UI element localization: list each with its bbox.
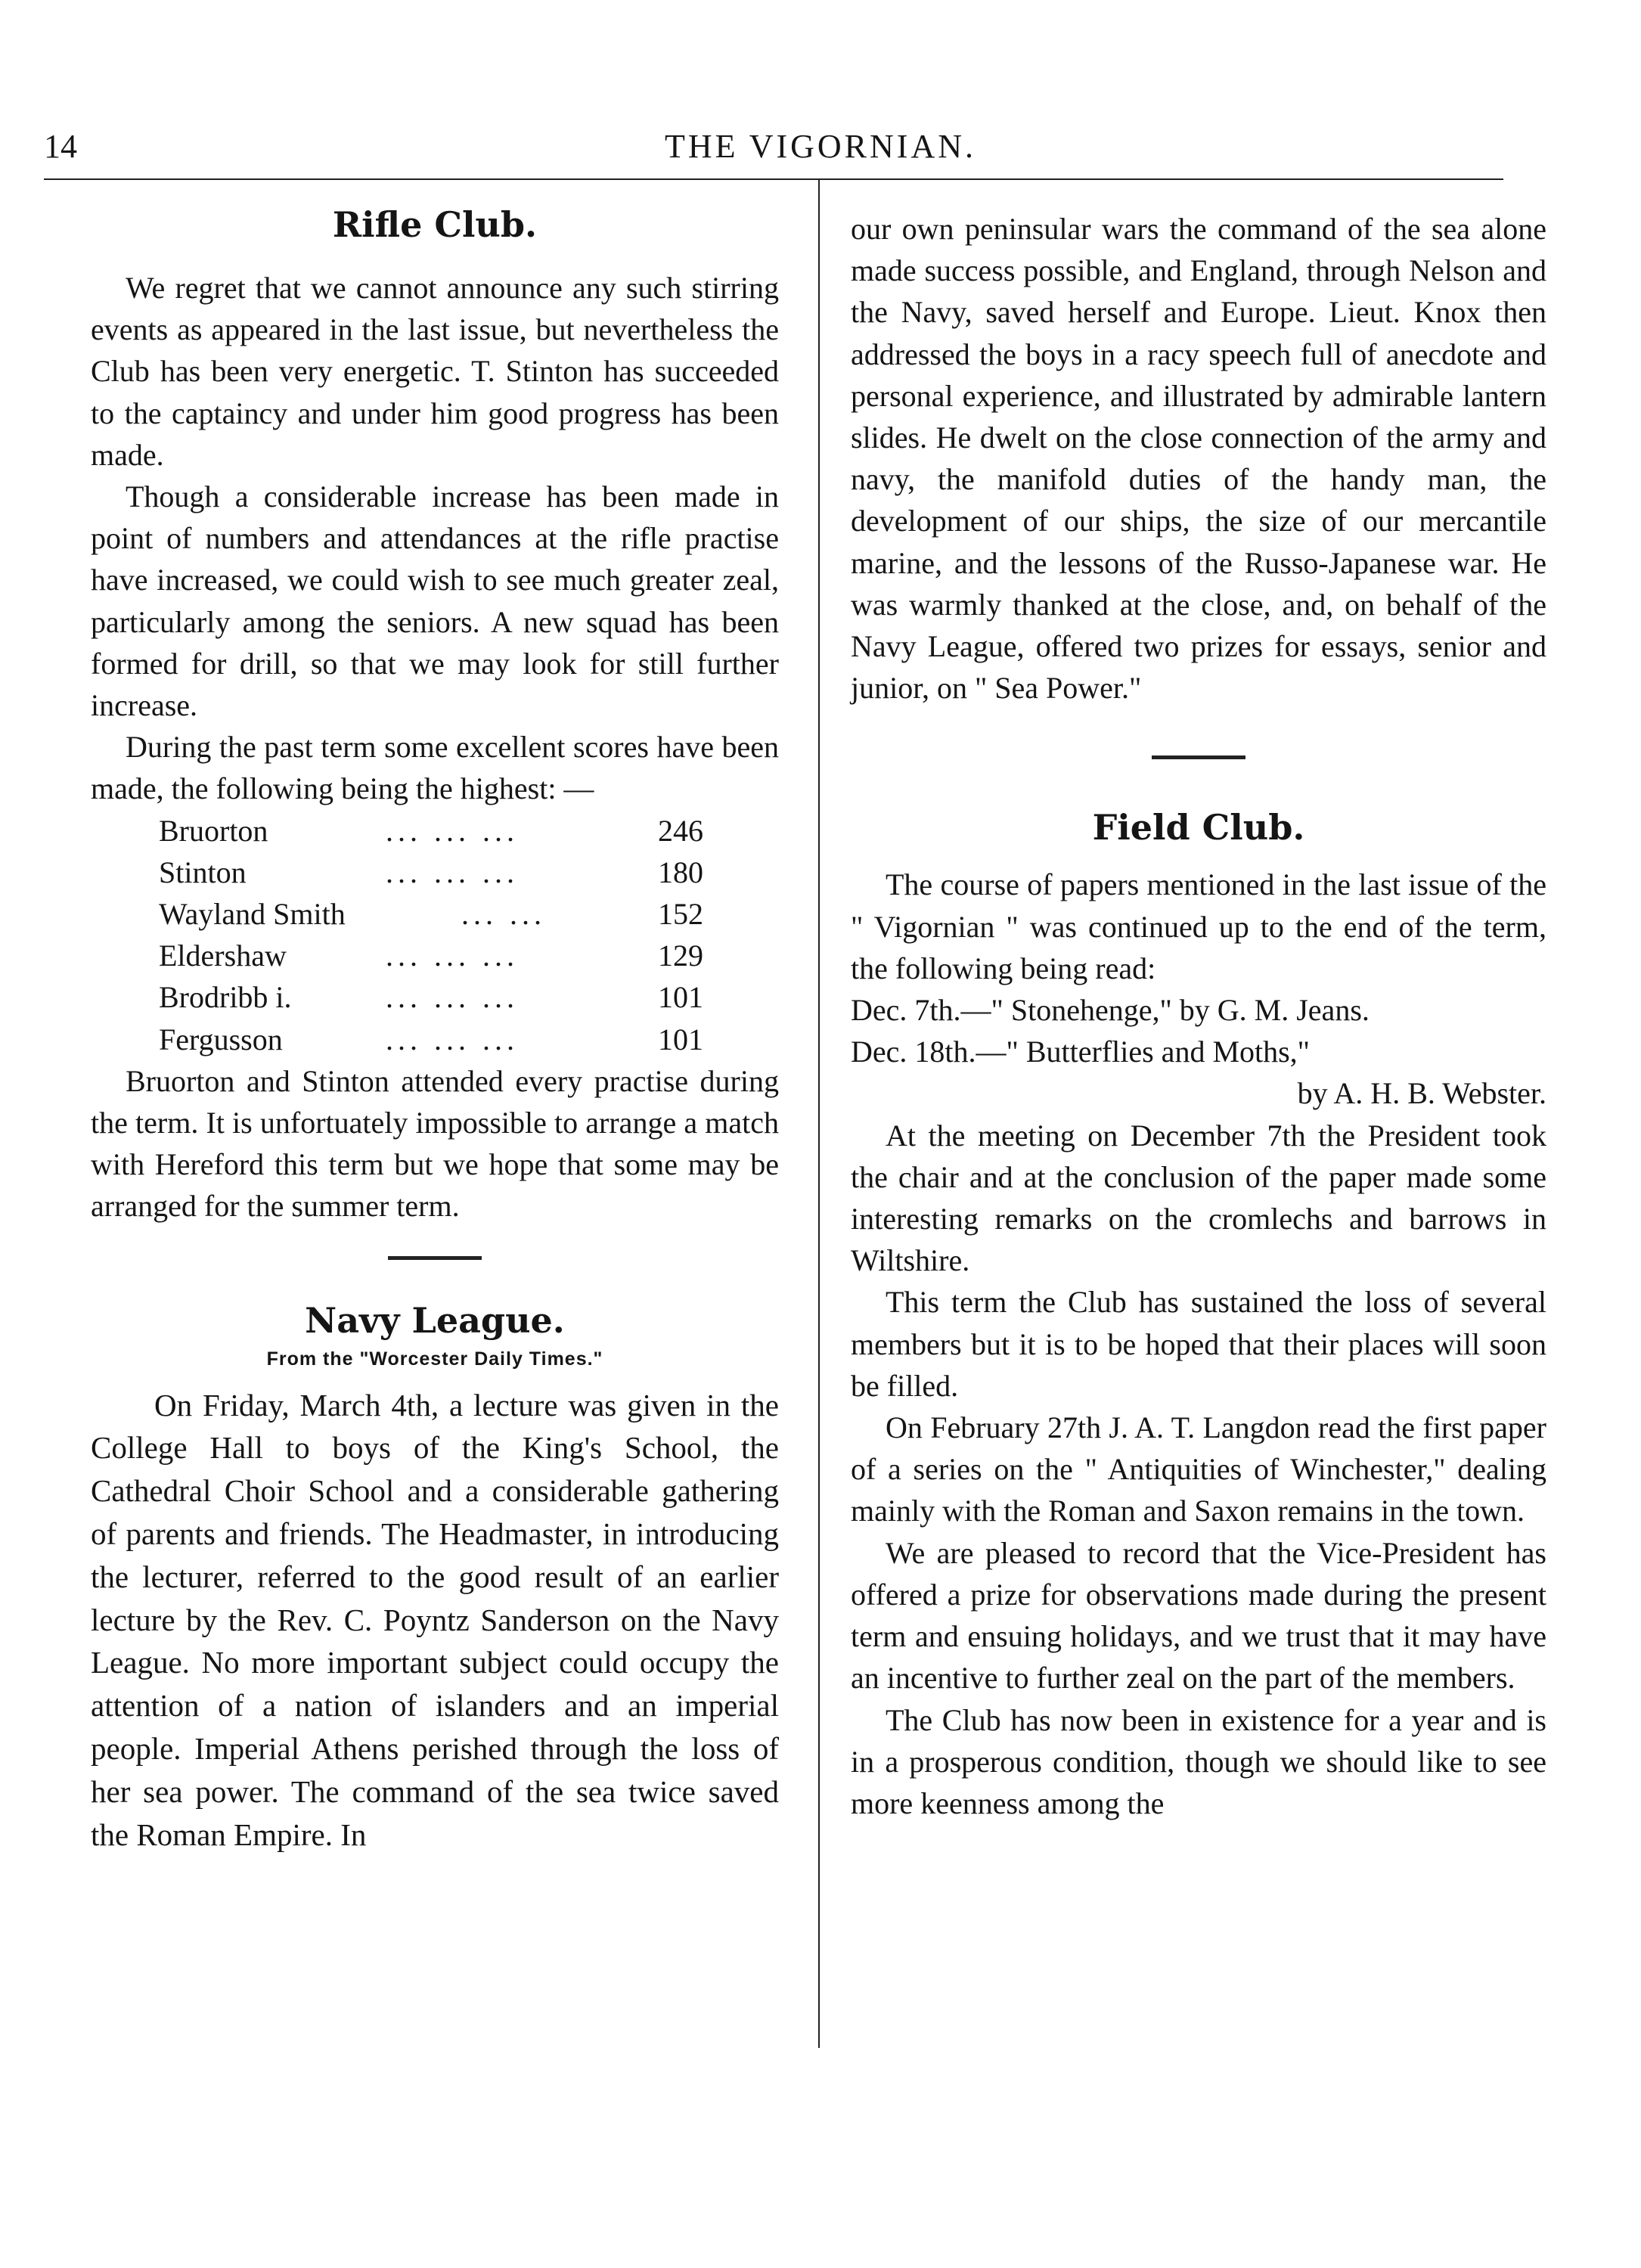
field-club-paragraph: The Club has now been in existence for a year and is in a prosperous condition, though we should like to see more keenness among the [851,1702,1546,1820]
score-leader-dots: ... ... ... [386,855,519,889]
score-name: Fergusson [159,1022,283,1056]
score-row [159,935,779,976]
score-name: Wayland Smith [159,897,346,932]
score-value: 101 [658,980,703,1015]
page-number: 14 [44,128,77,165]
score-value: 129 [658,939,703,973]
rifle-club-paragraph: Though a considerable increase has been made in point of numbers and attendances at the rifle practise have increased, we could wish to see much greater zeal, particularly among the seniors. A new squad has been formed for drill, so that we may look for still further increase. [91,479,779,723]
field-club-paper: Dec. 18th.—" Butterflies and Moths," [851,1035,1311,1069]
score-name: Stinton [159,855,247,889]
score-value: 180 [658,855,703,889]
score-name: Eldershaw [159,939,287,973]
field-club-paper: Dec. 7th.—" Stonehenge," by G. M. Jeans. [851,993,1370,1028]
score-table [159,810,779,1060]
section-divider [388,1256,482,1260]
field-club-paragraph: This term the Club has sustained the loss of several members but it is to be hoped that their places will soon be filled. [851,1285,1546,1403]
score-row [159,976,779,1018]
rifle-club-heading: Rifle Club. [332,204,538,245]
score-leader-dots: ... ... ... [386,1022,519,1056]
left-column [91,193,779,1856]
score-value: 152 [658,897,703,932]
section-divider [1152,755,1245,759]
navy-league-source: From the "Worcester Daily Times." [266,1348,603,1370]
score-row [159,893,779,935]
score-leader-dots: ... ... ... [386,813,519,848]
score-leader-dots: ... ... [461,897,546,932]
field-club-heading: Field Club. [1092,807,1305,849]
right-column [851,208,1546,1824]
field-club-byline: by A. H. B. Webster. [1297,1076,1546,1111]
score-leader-dots: ... ... ... [386,939,519,973]
score-row [159,1019,779,1060]
column-divider [818,180,820,2048]
score-value: 246 [658,813,703,848]
field-club-paragraph: We are pleased to record that the Vice-President has offered a prize for observations made during the present term and ensuing holidays, and we trust that it may have an incentive to further zeal on the part of the members. [851,1535,1546,1696]
score-leader-dots: ... ... ... [386,980,519,1015]
field-club-intro: The course of papers mentioned in the last issue of the " Vigornian " was continued up to the end of the term, the following being read: [851,867,1546,985]
field-club-paragraph: On February 27th J. A. T. Langdon read the first paper of a series on the " Antiquities of Winchester," dealing mainly with the Roman and Saxon remains in the town. [851,1410,1546,1528]
navy-league-continuation: our own peninsular wars the command of the sea alone made success possible, and England, through Nelson and the Navy, saved herself and Europe. Lieut. Knox then addressed the boys in a racy speech full of anecdote and personal experience, and illustrated by admirable lantern slides. He dwelt on the close connection of the army and navy, the manifold duties of the handy man, the development of our ships, the size of our mercantile marine, and the lessons of the Russo-Japanese war. He was warmly thanked at the close, and, on behalf of the Navy League, offered two prizes for essays, senior and junior, on " Sea Power." [851,212,1546,706]
score-name: Brodribb i. [159,980,292,1015]
running-head-title: THE VIGORNIAN. [664,128,977,165]
score-row [159,810,779,852]
rifle-club-closing: Bruorton and Stinton attended every practise during the term. It is unfortuately impossible to arrange a match with Hereford this term but we hope that some may be arranged for the summer term. [91,1063,779,1224]
score-row [159,852,779,893]
navy-league-paragraph: On Friday, March 4th, a lecture was given in the College Hall to boys of the King's School, the Cathedral Choir School and a considerable gathering of parents and friends. The Headmaster, in introducing the lecturer, referred to the good result of an earlier lecture by the Rev. C. Poyntz Sanderson on the Navy League. No more important subject could occupy the attention of a nation of islanders and an imperial people. Imperial Athens perished through the loss of her sea power. The command of the sea twice saved the Roman Empire. In [91,1387,779,1852]
header-rule [44,178,1503,180]
score-value: 101 [658,1022,703,1056]
field-club-paragraph: At the meeting on December 7th the President took the chair and at the conclusion of the paper made some interesting remarks on the cromlechs and barrows in Wiltshire. [851,1118,1546,1278]
rifle-club-paragraph: During the past term some excellent scores have been made, the following being the highest: — [91,730,779,806]
rifle-club-paragraph: We regret that we cannot announce any such stirring events as appeared in the last issue, but nevertheless the Club has been very energetic. T. Stinton has succeeded to the captaincy and under him good progress has been made. [91,271,779,472]
navy-league-body [91,1384,779,1857]
score-name: Bruorton [159,813,268,848]
navy-league-heading: Navy League. [305,1299,565,1341]
